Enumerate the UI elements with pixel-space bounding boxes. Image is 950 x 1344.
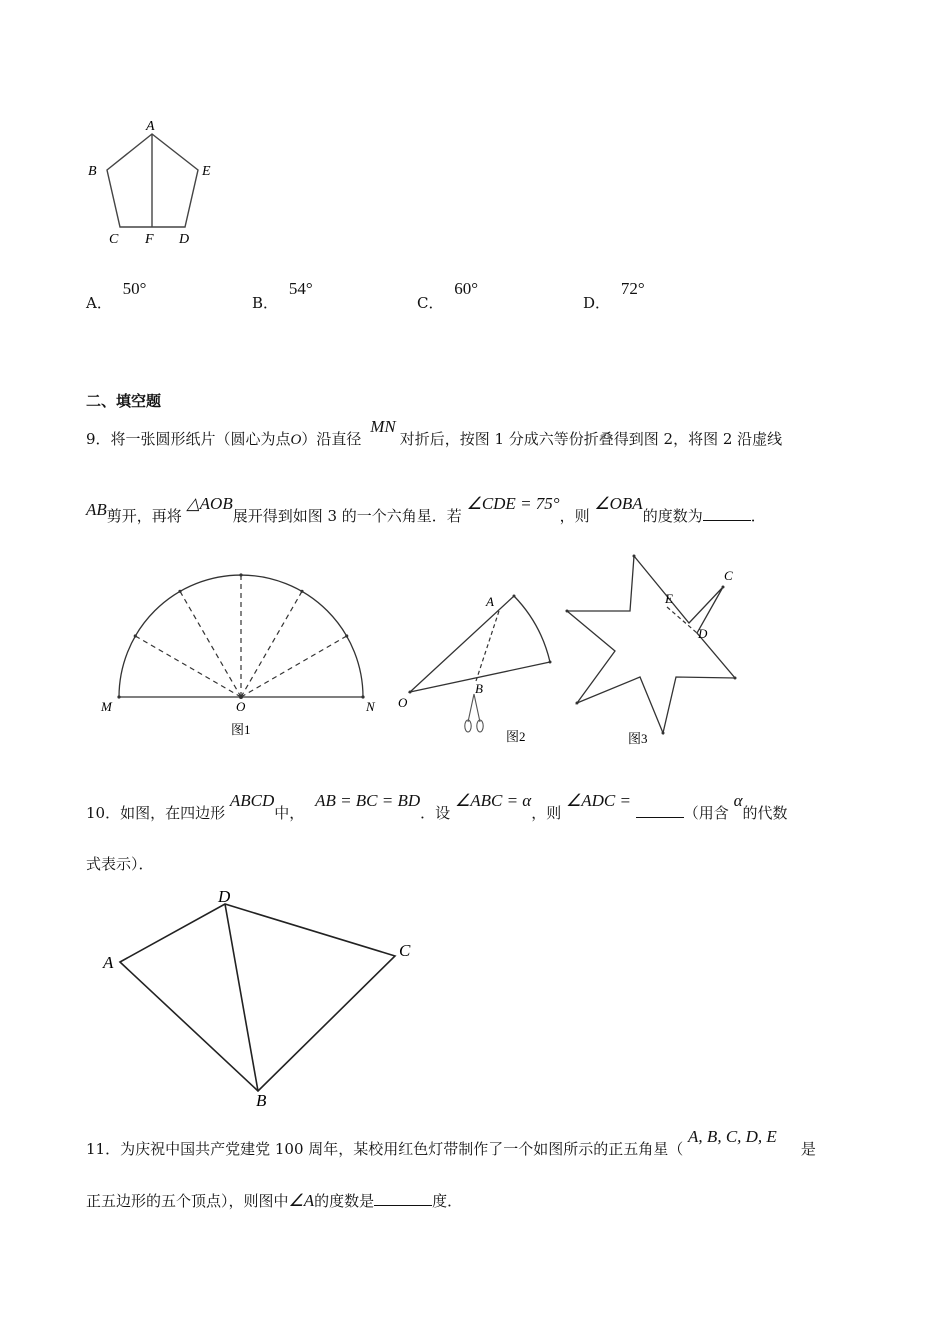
figure-caption: 图2 (506, 729, 526, 744)
quadrilateral-figure (95, 880, 435, 1110)
q11-line1 (86, 1127, 816, 1159)
q10-text: ，则 (531, 804, 562, 822)
label-D: D (179, 232, 190, 247)
math-mn: MN (370, 417, 396, 436)
figure-1-semicircle (95, 568, 395, 748)
figure-caption: 图3 (628, 731, 648, 746)
option-letter: C． (417, 294, 444, 312)
option-letter: B． (252, 294, 279, 312)
option-d[interactable] (583, 279, 645, 313)
figure-3-star (555, 548, 755, 748)
math-vertices: A, B, C, D, E (688, 1127, 777, 1146)
option-value: 50° (122, 279, 147, 298)
option-value: 72° (620, 279, 645, 298)
q9-text: 对折后，按图 1 分成六等份折叠得到图 2，将图 2 沿虚线 (399, 430, 783, 448)
label-E: E (202, 164, 211, 179)
math-ab: AB (86, 500, 107, 519)
q11-text: 度． (432, 1192, 463, 1210)
answer-blank[interactable] (636, 815, 684, 818)
math-triangle-aob: △AOB (186, 494, 233, 513)
option-value: 60° (454, 279, 479, 298)
label-E: E (665, 591, 673, 606)
q11-line2 (86, 1190, 462, 1211)
scissors-icon (465, 694, 483, 732)
label-O: O (398, 695, 408, 710)
option-letter: A． (86, 294, 112, 312)
q10-text: ．设 (420, 804, 451, 822)
answer-blank[interactable] (703, 518, 751, 521)
math-abcd: ABCD (229, 791, 275, 810)
label-A: A (103, 953, 114, 972)
label-C: C (399, 941, 411, 960)
q11-text: 的度数是 (314, 1192, 375, 1210)
math-alpha: α (733, 791, 743, 810)
label-B: B (88, 164, 97, 179)
point-o: O (290, 432, 302, 448)
q10-text: 的代数 (742, 804, 788, 822)
option-b[interactable] (252, 279, 313, 313)
q9-text: 展开得到如图 3 的一个六角星．若 (232, 507, 462, 525)
q10-text: （用含 (683, 804, 729, 822)
figure-2-sector (392, 586, 562, 746)
option-a[interactable] (86, 279, 147, 313)
label-A: A (486, 594, 494, 609)
option-value: 54° (288, 279, 313, 298)
q9-text: ． (750, 507, 766, 525)
q9-text: 的度数为 (642, 507, 703, 525)
label-D: D (218, 887, 231, 906)
answer-blank[interactable] (374, 1203, 432, 1206)
q10-line2: 式表示）． (86, 855, 154, 873)
q10-text: 中， (274, 804, 305, 822)
math-angle-adc: ∠ADC = (566, 791, 631, 810)
q10-text: 10．如图，在四边形 (86, 804, 226, 822)
q10-line1 (86, 791, 788, 823)
q9-line2 (86, 494, 766, 526)
label-B: B (475, 681, 483, 696)
q11-text: 11．为庆祝中国共产党建党 100 周年，某校用红色灯带制作了一个如图所示的正五角星（ (86, 1140, 684, 1158)
math-equal-sides: AB = BC = BD (315, 791, 421, 810)
pentagon-figure (80, 112, 230, 252)
section-title: 二、填空题 (86, 392, 162, 410)
q9-text: 剪开，再将 (106, 507, 182, 525)
option-letter: D． (583, 294, 611, 312)
label-F: F (145, 232, 154, 247)
label-A: A (146, 119, 155, 134)
label-C: C (109, 232, 119, 247)
label-N: N (366, 699, 375, 714)
label-B: B (256, 1091, 267, 1110)
q9-text: 9．将一张圆形纸片（圆心为点 (86, 430, 291, 448)
label-D: D (698, 626, 708, 641)
figure-caption: 图1 (231, 722, 251, 737)
math-angle-a: ∠A (288, 1191, 315, 1210)
math-angle-abc: ∠ABC = α (454, 791, 532, 810)
q11-text: 是 (800, 1140, 816, 1158)
option-c[interactable] (417, 279, 479, 313)
label-M: M (101, 699, 112, 714)
q9-text: ，则 (559, 507, 590, 525)
math-angle-oba: ∠OBA (594, 494, 643, 513)
q11-text: 正五边形的五个顶点），则图中 (86, 1192, 289, 1210)
q9-text: ）沿直径 (301, 430, 362, 448)
q9-line1 (86, 417, 783, 449)
math-angle-cde: ∠CDE = 75° (466, 494, 560, 513)
label-O: O (236, 699, 246, 714)
label-C: C (724, 568, 733, 583)
